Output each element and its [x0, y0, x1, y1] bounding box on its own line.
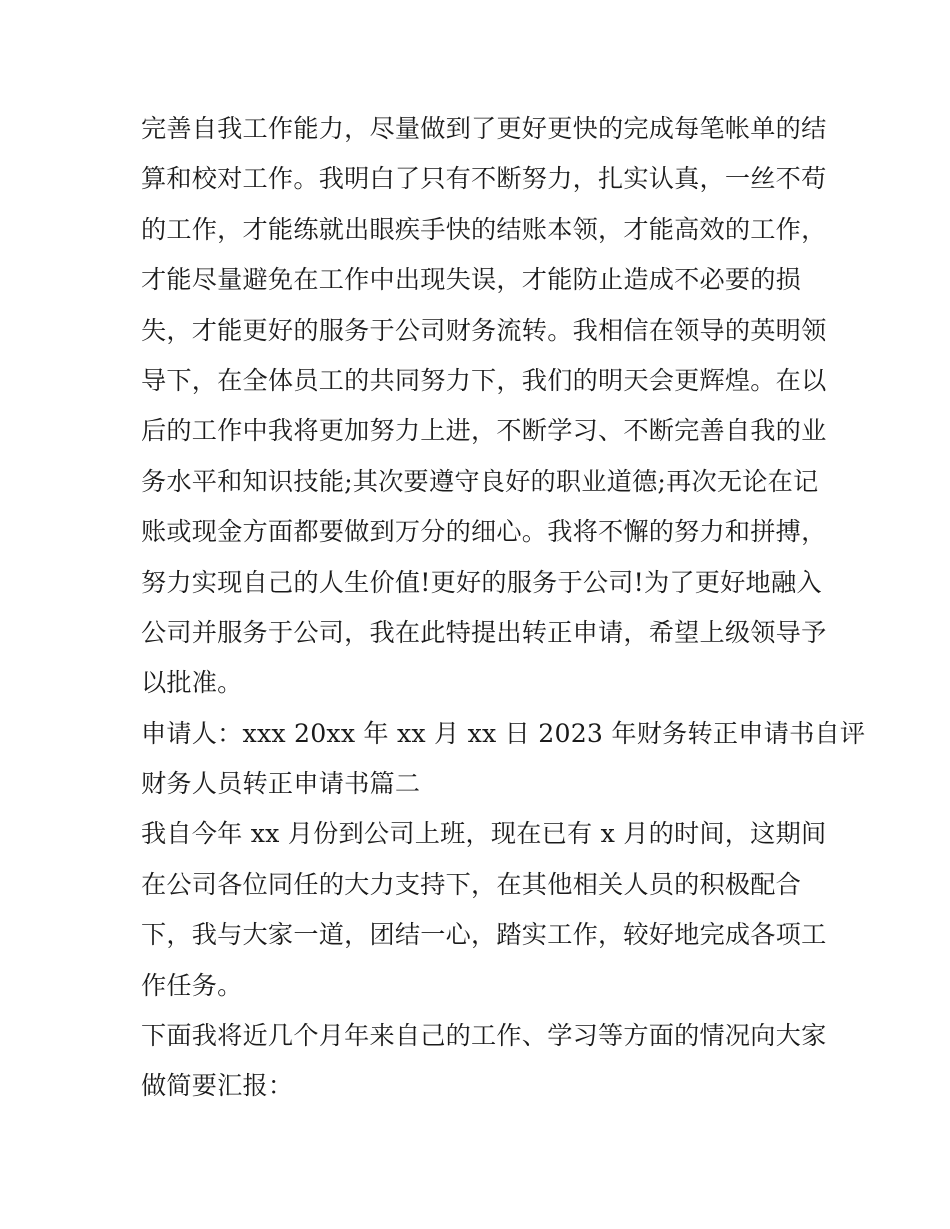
text-line: 失，才能更好的服务于公司财务流转。我相信在领导的英明领 [141, 315, 827, 345]
text-line: 做简要汇报： [141, 1071, 294, 1101]
section-heading: 财务人员转正申请书篇二 [141, 769, 421, 799]
text-line: 务水平和知识技能;其次要遵守良好的职业道德;再次无论在记 [141, 466, 819, 496]
applicant-line: 申请人：xxx 20xx 年 xx 月 xx 日 2023 年财务转正申请书自评 [141, 718, 866, 748]
text-line: 作任务。 [141, 970, 243, 1000]
text-line: 下，我与大家一道，团结一心，踏实工作，较好地完成各项工 [141, 920, 827, 950]
text-line: 在公司各位同任的大力支持下，在其他相关人员的积极配合 [141, 869, 802, 899]
text-line: 完善自我工作能力，尽量做到了更好更快的完成每笔帐单的结 [141, 114, 827, 143]
text-line: 才能尽量避免在工作中出现失误，才能防止造成不必要的损 [141, 265, 802, 295]
document-body [141, 104, 866, 1112]
text-line: 公司并服务于公司，我在此特提出转正申请，希望上级领导予 [141, 617, 827, 647]
text-line: 我自今年 xx 月份到公司上班，现在已有 x 月的时间，这期间 [141, 819, 827, 849]
text-line: 算和校对工作。我明白了只有不断努力，扎实认真，一丝不苟 [141, 164, 827, 194]
text-line: 下面我将近几个月年来自己的工作、学习等方面的情况向大家 [141, 1021, 827, 1051]
text-line: 导下，在全体员工的共同努力下，我们的明天会更辉煌。在以 [141, 365, 827, 395]
text-line: 努力实现自己的人生价值!更好的服务于公司!为了更好地融入 [141, 567, 822, 597]
text-line: 后的工作中我将更加努力上进，不断学习、不断完善自我的业 [141, 416, 827, 446]
text-line: 的工作，才能练就出眼疾手快的结账本领，才能高效的工作， [141, 214, 827, 244]
text-line: 账或现金方面都要做到万分的细心。我将不懈的努力和拼搏， [141, 517, 827, 547]
text-line: 以批准。 [141, 668, 243, 698]
